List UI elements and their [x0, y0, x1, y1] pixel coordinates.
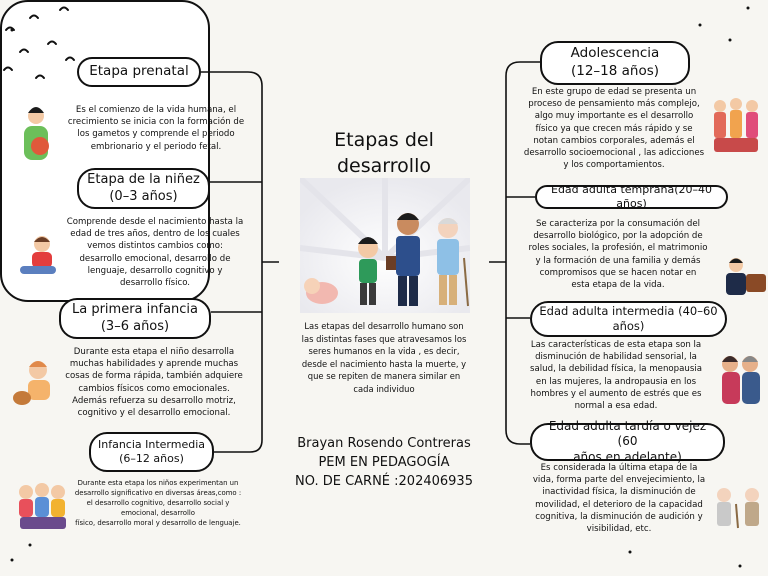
stage-primera-infancia-description: Durante esta etapa el niño desarrolla muchas habilidades y aprende muchas cosas de forma rápida, también adquiere cambios físicos como emocionales. Además refuerza su desarrollo motriz, cognitivo y el desarrollo emocional. — [65, 347, 243, 419]
stage-adolescencia-title: Adolescencia (12–18 años) — [540, 41, 690, 85]
teenagers-group-icon — [708, 96, 764, 156]
middle-aged-couple-icon — [716, 352, 766, 412]
stage-infancia-intermedia-title: Infancia Intermedia (6–12 años) — [89, 432, 214, 472]
stage-adulta-intermedia-title: Edad adulta intermedia (40–60 años) — [530, 301, 727, 337]
stage-adulta-temprana-title: Edad adulta temprana(20–40 años) — [535, 185, 728, 209]
stage-infancia-intermedia-description: Durante esta etapa los niños experimentan un desarrollo significativo en diversas áreas,como : el desarrollo cognitivo, desarrollo social y emocional, desarrollo físico, desarrollo moral y desarrollo de lenguaje. — [74, 479, 242, 527]
elderly-people-icon — [712, 486, 766, 530]
stage-prenatal-title: Etapa prenatal — [77, 57, 201, 87]
author-name: Brayan Rosendo Contreras — [297, 436, 471, 451]
child-with-dog-icon — [10, 358, 58, 408]
stage-vejez-title: Edad adulta tardía o vejez (60 años en adelante) — [530, 423, 725, 461]
stage-primera-infancia-title: La primera infancia (3–6 años) — [59, 298, 211, 339]
pregnant-woman-icon — [18, 104, 58, 164]
school-children-icon — [12, 480, 70, 532]
stage-vejez-description: Es considerada la última etapa de la vida, forma parte del envejecimiento, la inactividad física, la disminución de movilidad, el deterioro de la capacidad cognitiva, la disminución de audición y visibilidad, etc. — [532, 463, 706, 535]
stage-adolescencia-description: En este grupo de edad se presenta un proceso de pensamiento más complejo, algo muy importante es el desarrollo físico ya que crecen más rápido y se notan cambios corporales, además el desarrollo socioemocional , las adicciones y los comportamientos. — [523, 87, 705, 171]
author-carne: NO. DE CARNÉ :202406935 — [295, 473, 473, 489]
stage-ninez-description: Comprende desde el nacimiento hasta la edad de tres años, dentro de los cuales vemos distintos cambios como: desarrollo emocional, desarrollo de lenguaje, desarrollo cognitivo y desarrollo físico. — [66, 217, 244, 289]
author-program: PEM EN PEDAGOGÍA — [318, 454, 450, 470]
central-topic-description: Las etapas del desarrollo humano son las distintas fases que atravesamos los seres humanos en la vida , es decir, desde el nacimiento hasta la muerte, y que se repiten de manera similar en cada individuo — [301, 321, 467, 395]
human-stages-illustration — [300, 178, 470, 313]
businessman-icon — [722, 256, 768, 296]
stage-adulta-intermedia-description: Las características de esta etapa son la disminución de habilidad sensorial, la salud, la debilidad física, la menopausia en las mujeres, la andropausia en los hombres y el aumento de estrés que es normal a esa edad. — [530, 340, 702, 412]
author-block — [270, 435, 498, 492]
stage-ninez-title: Etapa de la niñez (0–3 años) — [77, 168, 210, 209]
toddler-icon — [14, 234, 64, 280]
stage-prenatal-description: Es el comienzo de la vida humana, el crecimiento se inicia con la formación de los gametos y comprende el periodo embrionario y el periodo fetal. — [67, 105, 245, 152]
central-topic-title: Etapas del desarrollo — [334, 129, 434, 177]
stage-adulta-temprana-description: Se caracteriza por la consumación del desarrollo biológico, por la adopción de roles sociales, la profesión, el matrimonio y la formación de una familia y demás compromisos que se hacen notar en esta etapa de la vida. — [528, 219, 708, 291]
